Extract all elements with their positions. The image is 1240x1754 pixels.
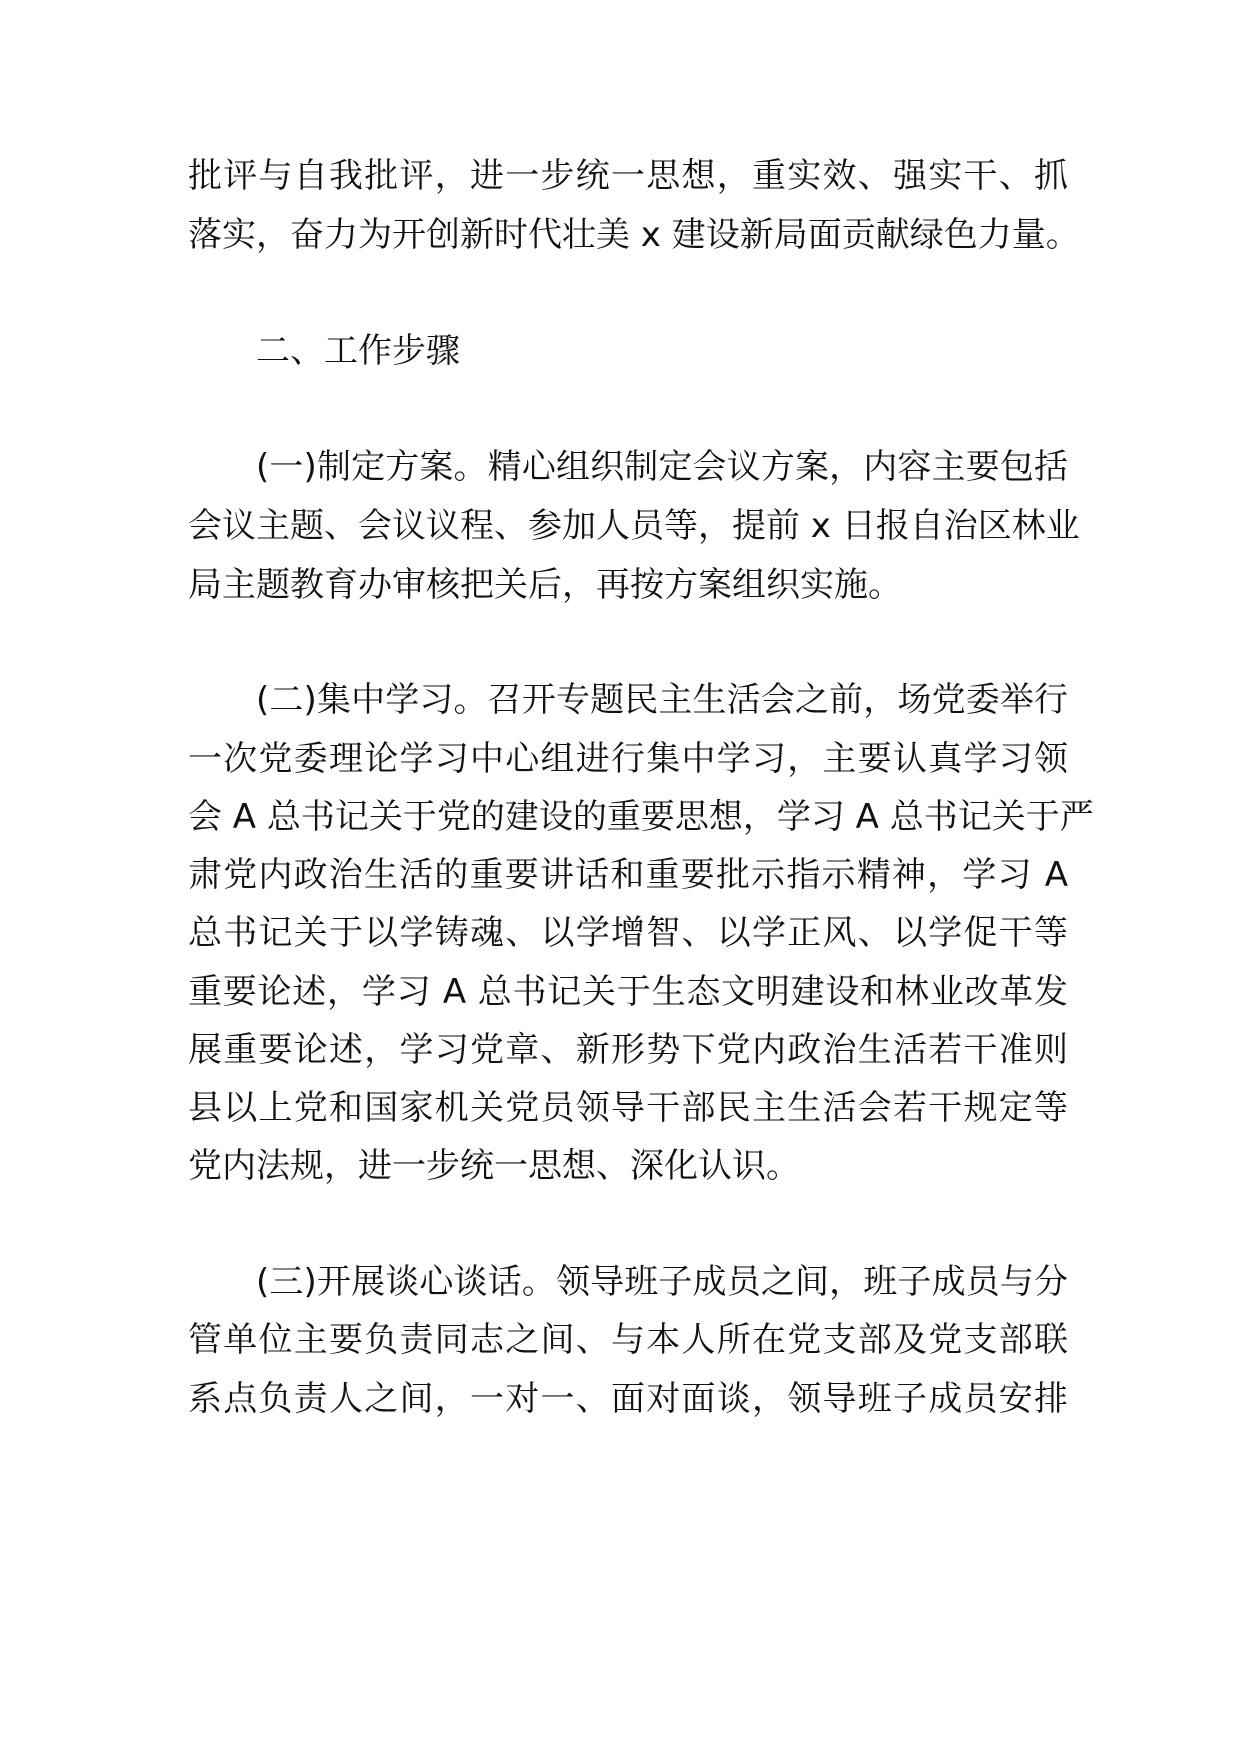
paragraph-line: 重要论述，学习 A 总书记关于生态文明建设和林业改革发 (188, 972, 1068, 1012)
paragraph-line: (一)制定方案。精心组织制定会议方案，内容主要包括 (256, 447, 1068, 487)
paragraph-line: 批评与自我批评，进一步统一思想，重实效、强实干、抓 (188, 156, 1068, 196)
paragraph-line: (三)开展谈心谈话。领导班子成员之间，班子成员与分 (256, 1262, 1068, 1302)
paragraph-line: (二)集中学习。召开专题民主生活会之前，场党委举行 (256, 680, 1068, 720)
paragraph-line: 会 A 总书记关于党的建设的重要思想，学习 A 总书记关于严 (188, 797, 1094, 837)
paragraph-line: 一次党委理论学习中心组进行集中学习，主要认真学习领 (188, 739, 1068, 779)
paragraph-line: 落实，奋力为开创新时代壮美 x 建设新局面贡献绿色力量。 (188, 215, 1080, 255)
paragraph-line: 党内法规，进一步统一思想、深化认识。 (188, 1146, 800, 1186)
section-heading: 二、工作步骤 (256, 331, 460, 371)
paragraph-line: 展重要论述，学习党章、新形势下党内政治生活若干准则 (188, 1030, 1068, 1070)
paragraph-line: 会议主题、会议议程、参加人员等，提前 x 日报自治区林业 (188, 506, 1080, 546)
paragraph-line: 局主题教育办审核把关后，再按方案组织实施。 (188, 565, 902, 605)
paragraph-line: 县以上党和国家机关党员领导干部民主生活会若干规定等 (188, 1088, 1068, 1128)
paragraph-line: 肃党内政治生活的重要讲话和重要批示指示精神，学习 A (188, 855, 1068, 895)
paragraph-line: 总书记关于以学铸魂、以学增智、以学正风、以学促干等 (188, 913, 1068, 953)
paragraph-line: 系点负责人之间，一对一、面对面谈，领导班子成员安排 (188, 1379, 1068, 1419)
paragraph-line: 管单位主要负责同志之间、与本人所在党支部及党支部联 (188, 1320, 1068, 1360)
